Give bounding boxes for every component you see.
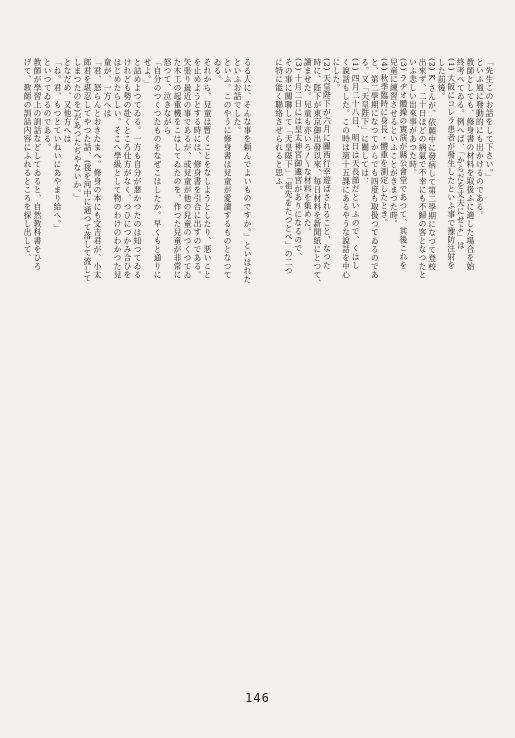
text-column: はじめたらしい。そこへ學級として物のわけのわかつた兒 — [113, 58, 122, 279]
text-column: いふ悲しい出來事があつた時。 — [408, 58, 418, 177]
text-column: げて、教師の訓話内容にふれるところを探し出して、 — [23, 58, 32, 262]
text-column: を止めようとする時には、修身書を引合に出すのである。 — [193, 58, 202, 279]
text-column: (1) 大阪にコレラ患者が發生したといふ事で豫防注射を — [446, 58, 456, 270]
text-column: 教師が學習上の訓話などしてゐると、自然教科書をひろ — [33, 58, 42, 271]
text-block-left — [22, 58, 252, 638]
text-column: ゐる。 — [213, 58, 222, 84]
text-column: といふ風に發動的にも出かけるのである。 — [475, 58, 485, 220]
text-column: と詰めよつてゐる。一方も自分が悪かつたのは知つてゐる — [133, 58, 142, 279]
text-column: (1) 四月二十八日、明日は天長節だといふので、くはし — [351, 58, 361, 270]
text-column: 時に、陛下が東京御出發以來、毎日材料を新聞紙にとつて、 — [312, 58, 322, 288]
text-column: (2) K さんが、依願中に發病して第二學期になつて登校 — [427, 58, 437, 272]
text-column: 「先生このお話をして下さい。」 — [485, 58, 494, 182]
text-column: 矢張り最近の事であるが、或兒童が他の兒童のつくつてゐ — [183, 58, 192, 279]
text-column: 終考へてゐる。例へば、「からだを丈夫にせよ」は — [456, 58, 466, 250]
text-column: その事に關聯して「天皇陛下」「祖先をたつとべ」の二つ — [284, 58, 294, 276]
text-column: (3) 十月二日には皇太神宮御遷宮がありになるので、 — [293, 58, 303, 262]
text-column: に特に能く聯絡させられると思ふ。 — [274, 58, 284, 194]
text-block-right — [274, 58, 494, 638]
text-column: 讀ませた。兒童も亦いろ〳〵な材料を集めた。 — [303, 58, 313, 236]
text-column: た木工の起重機をこはしてゐたのを、作つた兒童が非常に — [173, 58, 182, 279]
text-column: 「君、怒らんとおきたまへ。修身の本にも文吉君が、小太 — [93, 58, 102, 279]
text-column: した前後。 — [437, 58, 447, 101]
text-column: く說話もした。この時は第十五課にあるやうな說話を中心 — [341, 58, 351, 279]
text-column: 教師としても、修身書の材料を取扱ふに適した場合を始 — [465, 58, 475, 271]
text-column: 怒つて、泣きながら — [163, 58, 172, 135]
text-column: 郎君を堪忍してやつた話、(毬を河中に通つて落して流して — [83, 58, 92, 283]
text-column: せよ。」 — [143, 58, 152, 89]
text-column: 童が、一方へは — [103, 58, 112, 118]
text-column: 兒童に練習させるといふことがきまつた時。 — [389, 58, 399, 228]
text-column: といふ。このやうに修身書は兒童が愛讀するものとなつて — [223, 58, 232, 279]
text-column: (4) 秋季臨時に身長・體重を測定したとき。 — [379, 58, 389, 228]
text-column: (2) 天皇陛下が六月に關西行幸遊ばされること、なつた — [322, 58, 332, 270]
text-column: 「ね。君、もつとていねいにあやまり給へ。」 — [53, 58, 62, 233]
text-column: といふお話でした。 — [233, 58, 242, 135]
text-column: それから、兒童は暫くことをなしようとしたり、悪いこと — [203, 58, 212, 279]
text-column: (3) ラヂオ體操の實演が縣公會堂であつて、其後これを — [398, 58, 408, 270]
text-column: 「自分のつくつたものをなぜこはしたか。早くもと通りに — [153, 58, 162, 279]
text-column: にした。 — [332, 58, 341, 92]
text-column: る。又「天皇陛下」に關しては、 — [360, 58, 370, 186]
text-column: しまつたのを)があつたぢやないか。」 — [73, 58, 82, 203]
text-column: けれども勢の赴くところ仕方がなく、つひにつかみ合ひを — [123, 58, 132, 279]
text-column: といつてゐるのである。 — [43, 58, 52, 152]
text-column: となだめ、又他方へは — [63, 58, 72, 143]
page-number: 146 — [245, 691, 270, 705]
text-column: と、第二學期になつてからでも四度も取扱つてゐるのであ — [370, 58, 380, 279]
text-column: るる人に、そんな事を頼んでよいものですか。」といはれた — [243, 58, 252, 284]
text-column: 出來ず、二十日ほどの病氣で不幸にも不歸の客となつたと — [418, 58, 428, 279]
